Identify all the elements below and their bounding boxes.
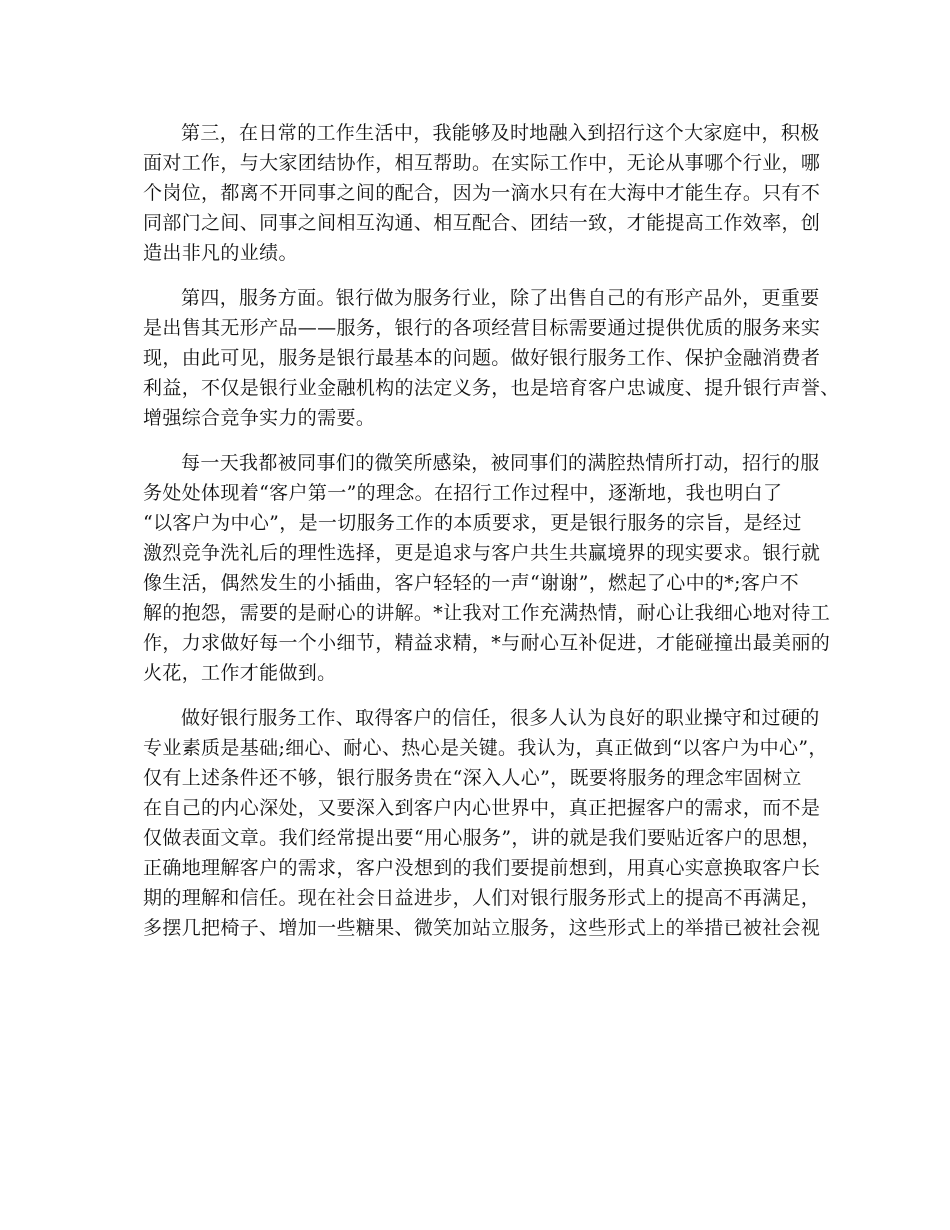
text-line: 解的抱怨，需要的是耐心的讲解。*让我对工作充满热情，耐心让我细心地对待工 [143,602,831,624]
text-line: 利益，不仅是银行业金融机构的法定义务，也是培育客户忠诚度、提升银行声誉、 [143,377,840,399]
text-line: 造出非凡的业绩。 [143,242,298,264]
paragraph-trust [143,703,828,943]
text-line: 每一天我都被同事们的微笑所感染，被同事们的满腔热情所打动，招行的服 [181,452,820,474]
text-line: 火花，工作才能做到。 [143,662,337,684]
text-line: 仅有上述条件还不够，银行服务贵在“深入人心”，既要将服务的理念牢固树立 [143,767,802,789]
paragraph-service [143,283,840,433]
text-line: 像生活，偶然发生的小插曲，客户轻轻的一声“谢谢”，燃起了心中的*;客户不 [143,572,799,594]
text-line: 做好银行服务工作、取得客户的信任，很多人认为良好的职业操守和过硬的 [181,707,820,729]
text-line: 第四，服务方面。银行做为服务行业，除了出售自己的有形产品外，更重要 [181,287,820,309]
text-line: 第三，在日常的工作生活中，我能够及时地融入到招行这个大家庭中，积极 [181,122,820,144]
paragraph-teamwork [143,118,821,268]
paragraph-smile [143,448,831,688]
text-line: 期的理解和信任。现在社会日益进步，人们对银行服务形式上的提高不再满足， [143,887,821,909]
text-line: 现，由此可见，服务是银行最基本的问题。做好银行服务工作、保护金融消费者 [143,347,821,369]
text-line: 多摆几把椅子、增加一些糖果、微笑加站立服务，这些形式上的举措已被社会视 [143,917,821,939]
text-line: 作，力求做好每一个小细节，精益求精，*与耐心互补促进，才能碰撞出最美丽的 [143,632,831,654]
text-line: 正确地理解客户的需求，客户没想到的我们要提前想到，用真心实意换取客户长 [143,857,821,879]
text-line: 是出售其无形产品——服务，银行的各项经营目标需要通过提供优质的服务来实 [143,317,821,339]
text-line: “以客户为中心”，是一切服务工作的本质要求，更是银行服务的宗旨，是经过 [143,512,802,534]
text-line: 务处处体现着“客户第一”的理念。在招行工作过程中，逐渐地，我也明白了 [143,482,783,504]
text-line: 激烈竞争洗礼后的理性选择，更是追求与客户共生共赢境界的现实要求。银行就 [143,542,821,564]
text-line: 个岗位，都离不开同事之间的配合，因为一滴水只有在大海中才能生存。只有不 [143,182,821,204]
text-line: 仅做表面文章。我们经常提出要“用心服务”，讲的就是我们要贴近客户的思想， [143,827,822,849]
text-line: 在自己的内心深处，又要深入到客户内心世界中，真正把握客户的需求，而不是 [143,797,821,819]
text-line: 同部门之间、同事之间相互沟通、相互配合、团结一致，才能提高工作效率，创 [143,212,821,234]
document-body [143,118,840,943]
text-line: 专业素质是基础;细心、耐心、热心是关键。我认为，真正做到“以客户为中心”， [143,737,828,759]
text-line: 面对工作，与大家团结协作，相互帮助。在实际工作中，无论从事哪个行业，哪 [143,152,821,174]
text-line: 增强综合竞争实力的需要。 [143,407,376,429]
